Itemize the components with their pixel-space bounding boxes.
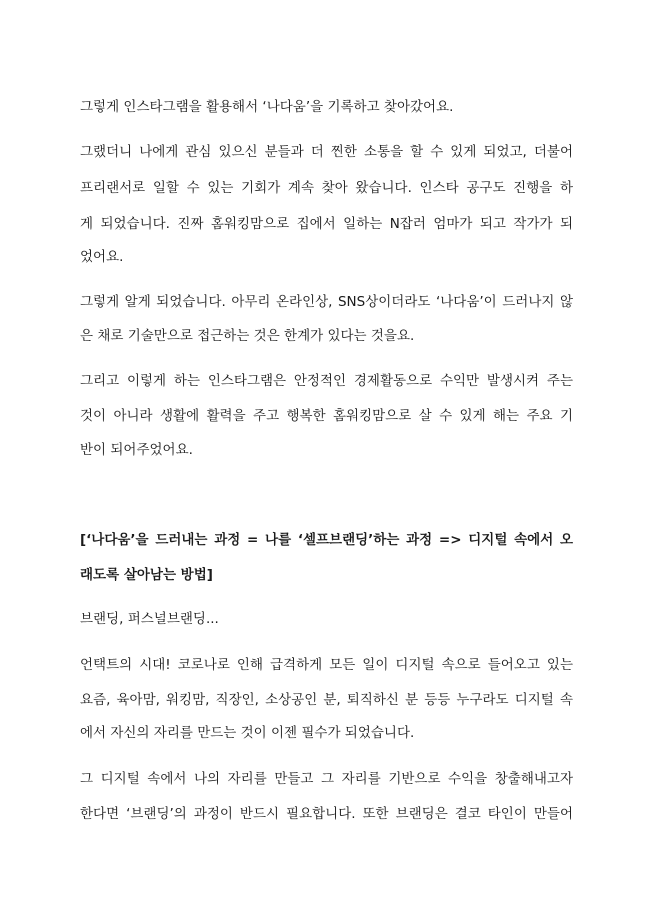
paragraph-3-line-1: 그렇게 알게 되었습니다. 아무리 온라인상, SNS상이더라도 ‘나다움’이 드러나지 않 (80, 294, 573, 310)
section-heading-line-1: [‘나다움’을 드러내는 과정 = 나를 ‘셀프브랜딩’하는 과정 => 디지털 속에서 오 (80, 532, 573, 548)
paragraph-6-line-2: 요즘, 육아맘, 워킹맘, 직장인, 소상공인 분, 퇴직하신 분 등등 누구라도 디지털 속 (80, 692, 573, 708)
section-heading-line-2: 래도록 살아남는 방법] (80, 567, 213, 583)
paragraph-7-line-1: 그 디지털 속에서 나의 자리를 만들고 그 자리를 기반으로 수익을 창출해내고자 (80, 771, 573, 787)
paragraph-3-line-2: 은 채로 기술만으로 접근하는 것은 한계가 있다는 것을요. (80, 328, 415, 344)
paragraph-5-line-1: 브랜딩, 퍼스널브랜딩... (80, 611, 219, 627)
paragraph-2-line-4: 었어요. (80, 249, 124, 265)
paragraph-6-line-3: 에서 자신의 자리를 만드는 것이 이젠 필수가 되었습니다. (80, 725, 415, 741)
paragraph-1-line-1: 그렇게 인스타그램을 활용해서 ‘나다움’을 기록하고 찾아갔어요. (80, 99, 454, 115)
paragraph-2-line-1: 그랬더니 나에게 관심 있으신 분들과 더 찐한 소통을 할 수 있게 되었고, 더불어 (80, 144, 573, 160)
paragraph-4-line-3: 반이 되어주었어요. (80, 442, 193, 458)
paragraph-2-line-3: 게 되었습니다. 진짜 홈워킹맘으로 집에서 일하는 N잡러 엄마가 되고 작가가 되 (80, 216, 573, 232)
paragraph-2-line-2: 프리랜서로 일할 수 있는 기회가 계속 찾아 왔습니다. 인스타 공구도 진행을 하 (80, 180, 573, 196)
paragraph-4-line-1: 그리고 이렇게 하는 인스타그램은 안정적인 경제활동으로 수익만 발생시켜 주는 (80, 373, 573, 389)
paragraph-7-line-2: 한다면 ‘브랜딩’의 과정이 반드시 필요합니다. 또한 브랜딩은 결코 타인이 만들어 (80, 806, 573, 822)
paragraph-6-line-1: 언택트의 시대! 코로나로 인해 급격하게 모든 일이 디지털 속으로 들어오고 있는 (80, 657, 573, 673)
paragraph-4-line-2: 것이 아니라 생활에 활력을 주고 행복한 홈워킹맘으로 살 수 있게 해는 주요 기 (80, 408, 573, 424)
